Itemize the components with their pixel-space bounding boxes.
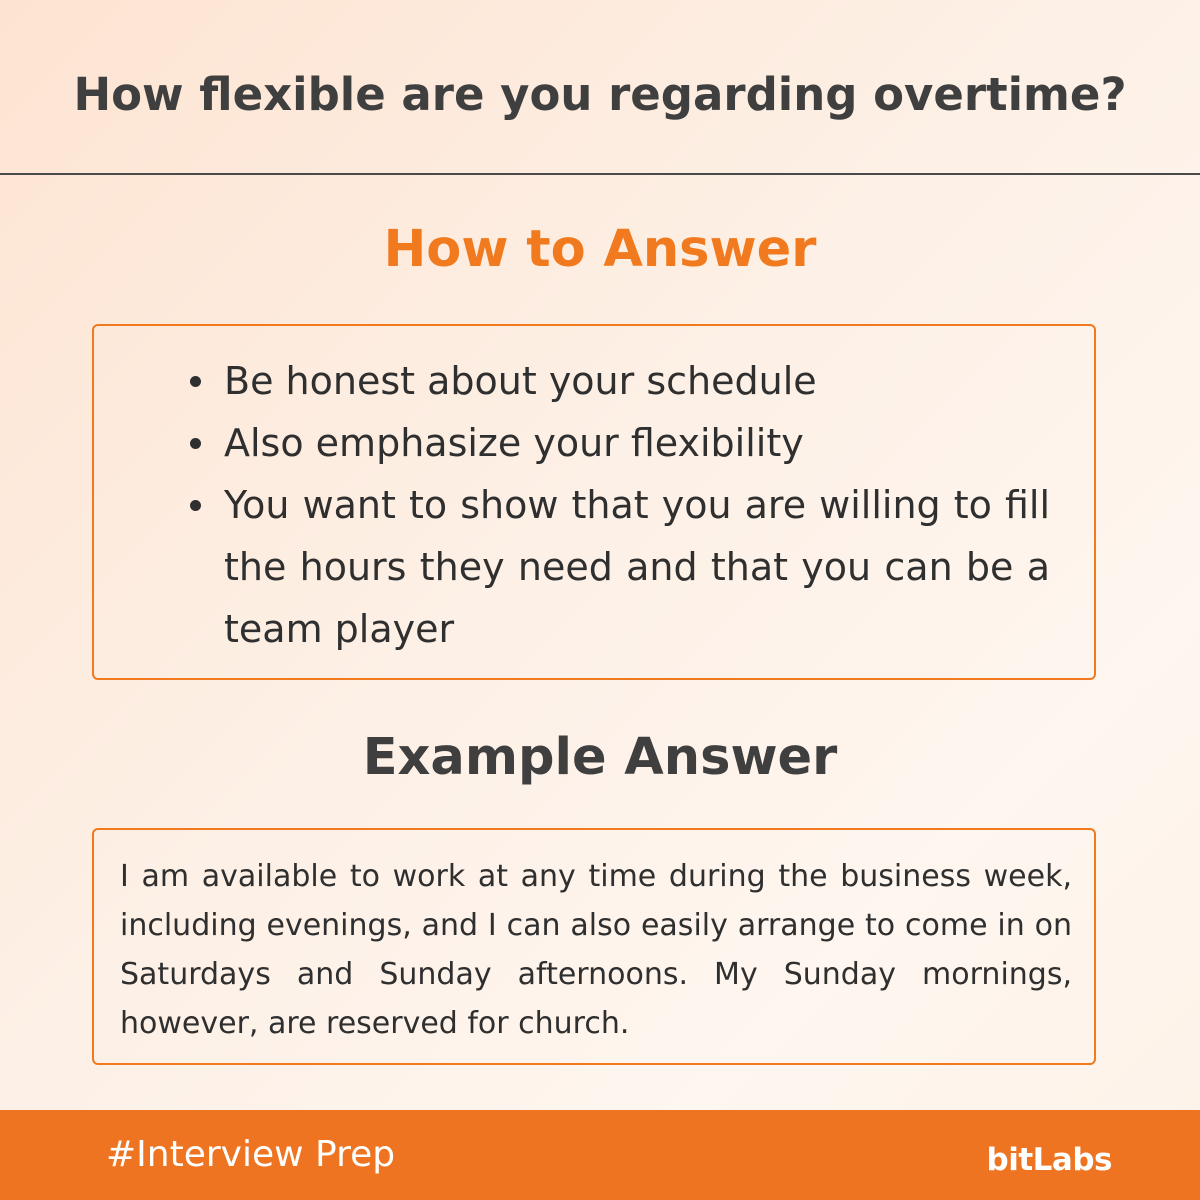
example-answer-heading: Example Answer — [362, 728, 838, 787]
header-divider — [0, 173, 1200, 175]
example-answer-text: I am available to work at any time during the business week, including evenings, and I can also easily arrange to come in on Saturdays and Sunday afternoons. My Sunday mornings, however, are reserved for church. — [120, 859, 1072, 1041]
bullet-icon — [190, 376, 201, 387]
brand-logo: bitLabs — [986, 1142, 1112, 1178]
hashtag-label: #Interview Prep — [106, 1134, 396, 1175]
question-title: How flexible are you regarding overtime? — [73, 68, 1127, 121]
header — [0, 0, 1200, 173]
tip-text: Be honest about your schedule — [224, 359, 817, 403]
tip-item — [224, 350, 1050, 412]
tips-box — [92, 324, 1096, 680]
tips-list — [94, 350, 1098, 660]
how-to-answer-heading: How to Answer — [383, 220, 817, 279]
footer-bar — [0, 1110, 1200, 1200]
bullet-icon — [190, 500, 201, 511]
tip-item — [224, 412, 1050, 474]
example-box — [92, 828, 1096, 1065]
bullet-icon — [190, 438, 201, 449]
tip-text: Also emphasize your flexibility — [224, 421, 804, 465]
tip-item — [224, 474, 1050, 660]
tip-text: You want to show that you are willing to fill the hours they need and that you can be a team player — [224, 483, 1050, 651]
